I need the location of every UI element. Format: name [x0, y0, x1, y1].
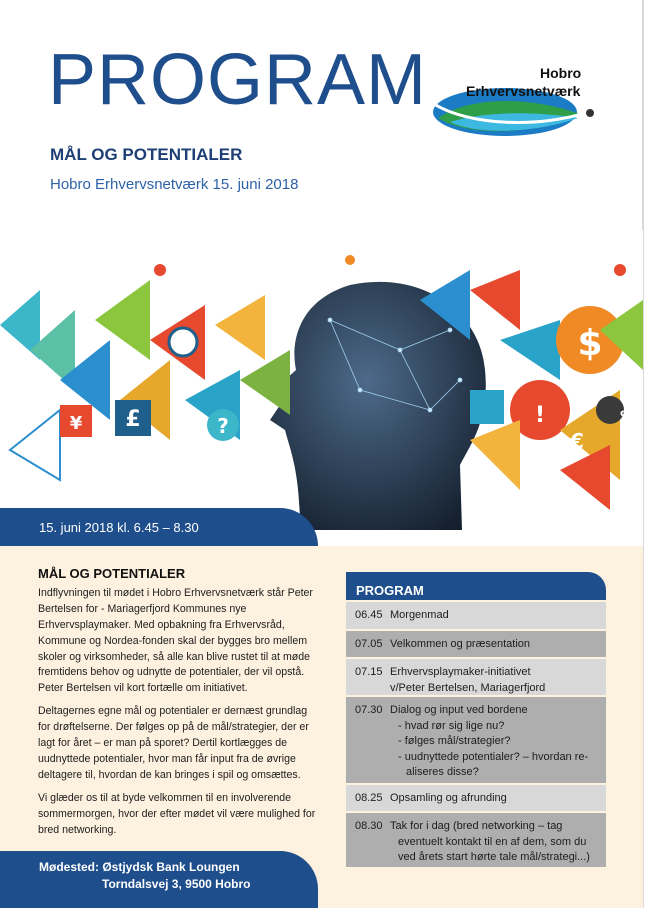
- program-time: 07.15: [355, 666, 383, 678]
- program-activity: Morgenmad: [390, 609, 449, 621]
- program-row: [346, 659, 606, 695]
- venue-name: Mødested: Østjydsk Bank Loungen: [39, 860, 240, 874]
- hero-symbol-question: ?: [217, 414, 229, 438]
- logo-line-1: Hobro: [540, 65, 582, 81]
- venue-banner: [0, 851, 318, 908]
- event-date-line: Hobro Erhvervsnetværk 15. juni 2018: [50, 176, 299, 193]
- intro-section: [38, 566, 320, 846]
- hero-symbol-percent: %: [619, 407, 637, 426]
- intro-heading: MÅL OG POTENTIALER: [38, 566, 186, 581]
- program-time: 06.45: [355, 609, 383, 621]
- intro-paragraph-2: Deltagernes egne mål og potentialer er dernæst grundlag for drøftelserne. Der følges op på de mål/strategier, der er lagt for året – er man på sporet? Dertil kortlægges de uudnyttede potentialer, hvor man får input fra de øvrige deltagere til, hvordan de kan bringes i spil og omsættes.: [38, 705, 309, 781]
- program-heading: PROGRAM: [356, 583, 424, 598]
- hero-illustration: [0, 230, 643, 550]
- program-time: 07.05: [355, 638, 383, 650]
- intro-paragraph-1: Indflyvningen til mødet i Hobro Erhvervsnetværk står Peter Bertelsen for - Mariagerfjord Kommunes nye Erhvervsplaymaker. Med opbakning fra Erhvervsråd, Kommune og Nordea-fonden skal der bygges bro mellem skoler og virksomheder, så alle kan blive rustet til at møde fremtidens behov og udnytte de potentialer, der vil opstå. Peter Bertelsen vil kort fortælle om initiativet.: [38, 586, 313, 695]
- program-time: 08.25: [355, 792, 383, 804]
- venue-address: Torndalsvej 3, 9500 Hobro: [102, 877, 251, 891]
- logo: [430, 56, 600, 146]
- hero-symbol-exclamation: !: [534, 403, 546, 428]
- hero-symbol-euro: €: [570, 429, 584, 453]
- page-subtitle: MÅL OG POTENTIALER: [50, 145, 243, 164]
- program-time: 07.30: [355, 704, 383, 716]
- program-row: [346, 602, 606, 629]
- program-row: [346, 697, 606, 783]
- event-time: 15. juni 2018 kl. 6.45 – 8.30: [39, 520, 199, 535]
- program-row: [346, 631, 606, 657]
- program-table: [346, 572, 606, 867]
- hero-symbol-dollar: $: [577, 323, 603, 364]
- program-activity: Erhvervsplaymaker-initiativet v/Peter Bertelsen, Mariagerfjord: [390, 666, 546, 694]
- program-row: [346, 785, 606, 811]
- program-time: 08.30: [355, 820, 383, 832]
- page-title: PROGRAM: [48, 40, 428, 120]
- logo-line-2: Erhvervsnetværk: [466, 83, 581, 99]
- program-row: [346, 813, 606, 867]
- program-activity: Velkommen og præsentation: [390, 638, 531, 650]
- program-activity: Opsamling og afrunding: [390, 792, 507, 804]
- date-banner: [0, 508, 318, 546]
- program-activity: Dialog og input ved bordene - hvad rør sig lige nu? - følges mål/strategier? - uudnyttede potentialer? – hvordan re- aliseres disse?: [390, 704, 589, 778]
- program-heading-bar: [346, 572, 606, 600]
- intro-paragraph-3: Vi glæder os til at byde velkommen til en involverende sommermorgen, hvor der efter mødet vil være mulighed for bred networking.: [38, 791, 316, 836]
- head-network-illustration: [0, 230, 643, 550]
- program-activity: Tak for i dag (bred networking – tag eventuelt kontakt til en af dem, som du ved årets start hørte tale mål/strategi...): [390, 820, 590, 863]
- hero-symbol-pound: £: [125, 407, 141, 432]
- hero-symbol-yen: ¥: [69, 413, 83, 434]
